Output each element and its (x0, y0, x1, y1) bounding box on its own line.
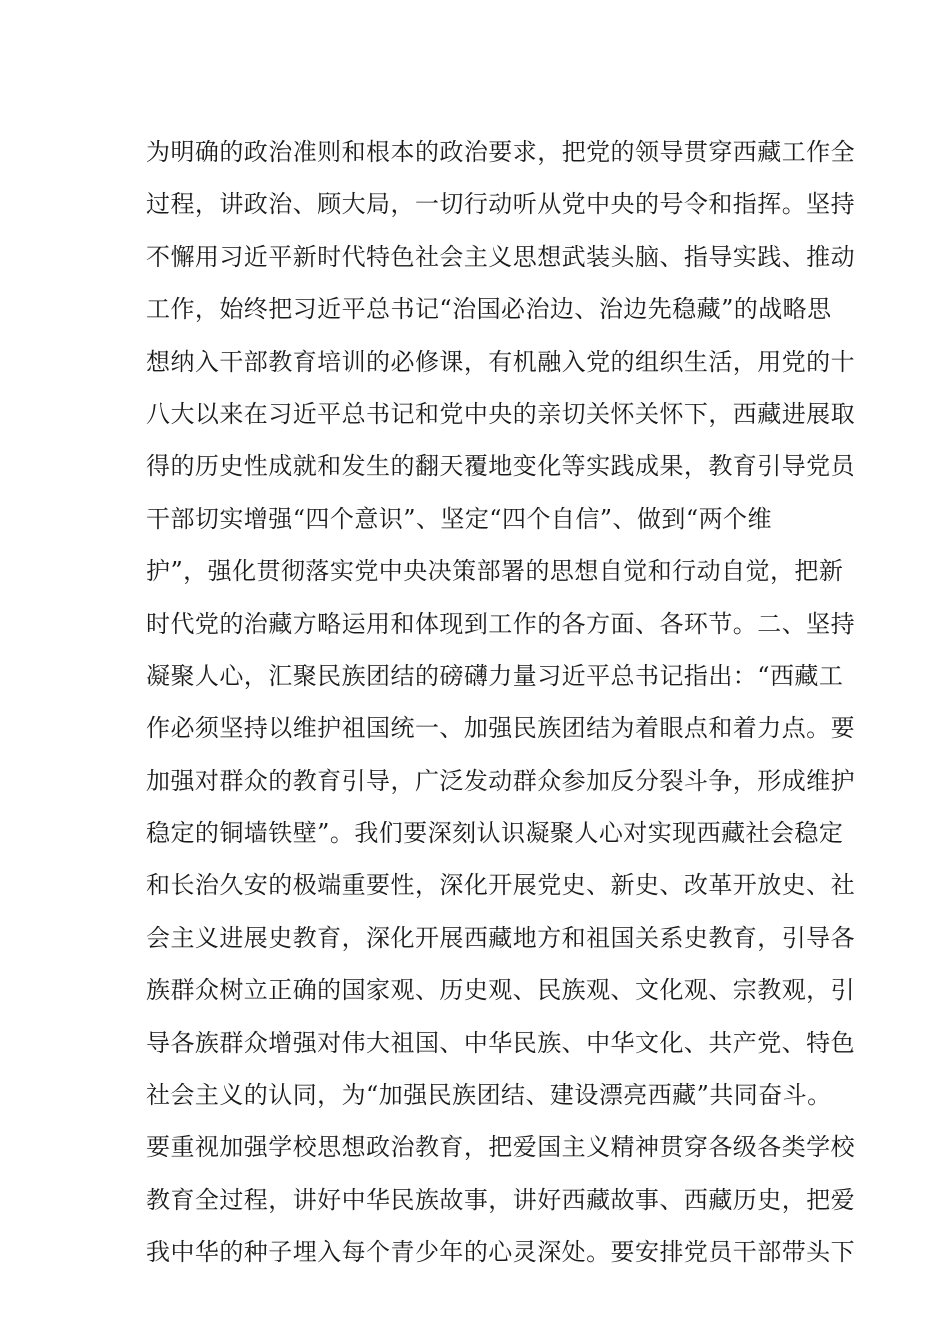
text-line: 社会主义的认同，为“加强民族团结、建设漂亮西藏”共同奋斗。 (146, 1081, 832, 1110)
text-line: 过程，讲政治、顾大局，一切行动听从党中央的号令和指挥。坚持 (146, 190, 856, 219)
body-text (146, 126, 856, 1279)
text-line: 族群众树立正确的国家观、历史观、民族观、文化观、宗教观，引 (146, 976, 856, 1005)
text-line: 不懈用习近平新时代特色社会主义思想武装头脑、指导实践、推动 (146, 242, 856, 271)
text-line: 加强对群众的教育引导，广泛发动群众参加反分裂斗争，形成维护 (146, 766, 856, 795)
text-line: 作必须坚持以维护祖国统一、加强民族团结为着眼点和着力点。要 (146, 714, 856, 743)
text-line: 时代党的治藏方略运用和体现到工作的各方面、各环节。二、坚持 (146, 609, 856, 638)
text-line: 想纳入干部教育培训的必修课，有机融入党的组织生活，用党的十 (146, 347, 856, 376)
text-line: 教育全过程，讲好中华民族故事，讲好西藏故事、西藏历史，把爱 (146, 1185, 856, 1214)
text-line: 稳定的铜墙铁壁”。我们要深刻认识凝聚人心对实现西藏社会稳定 (146, 819, 844, 848)
text-line: 凝聚人心，汇聚民族团结的磅礴力量习近平总书记指出：“西藏工 (146, 661, 844, 690)
text-line: 为明确的政治准则和根本的政治要求，把党的领导贯穿西藏工作全 (146, 138, 856, 166)
text-line: 会主义进展史教育，深化开展西藏地方和祖国关系史教育，引导各 (146, 923, 856, 952)
text-line: 八大以来在习近平总书记和党中央的亲切关怀关怀下，西藏进展取 (146, 399, 856, 428)
text-line: 我中华的种子埋入每个青少年的心灵深处。要安排党员干部带头下 (146, 1238, 856, 1267)
text-line: 干部切实增强“四个意识”、坚定“四个自信”、做到“两个维 (146, 504, 772, 533)
text-line: 工作，始终把习近平总书记“治国必治边、治边先稳藏”的战略思 (146, 295, 832, 324)
text-line: 要重视加强学校思想政治教育，把爱国主义精神贯穿各级各类学校 (146, 1133, 856, 1162)
text-line: 导各族群众增强对伟大祖国、中华民族、中华文化、共产党、特色 (146, 1028, 856, 1057)
text-line: 护”，强化贯彻落实党中央决策部署的思想自觉和行动自觉，把新 (146, 557, 844, 586)
text-line: 和长治久安的极端重要性，深化开展党史、新史、改革开放史、社 (146, 871, 856, 900)
text-line: 得的历史性成就和发生的翻天覆地变化等实践成果，教育引导党员 (146, 452, 856, 481)
